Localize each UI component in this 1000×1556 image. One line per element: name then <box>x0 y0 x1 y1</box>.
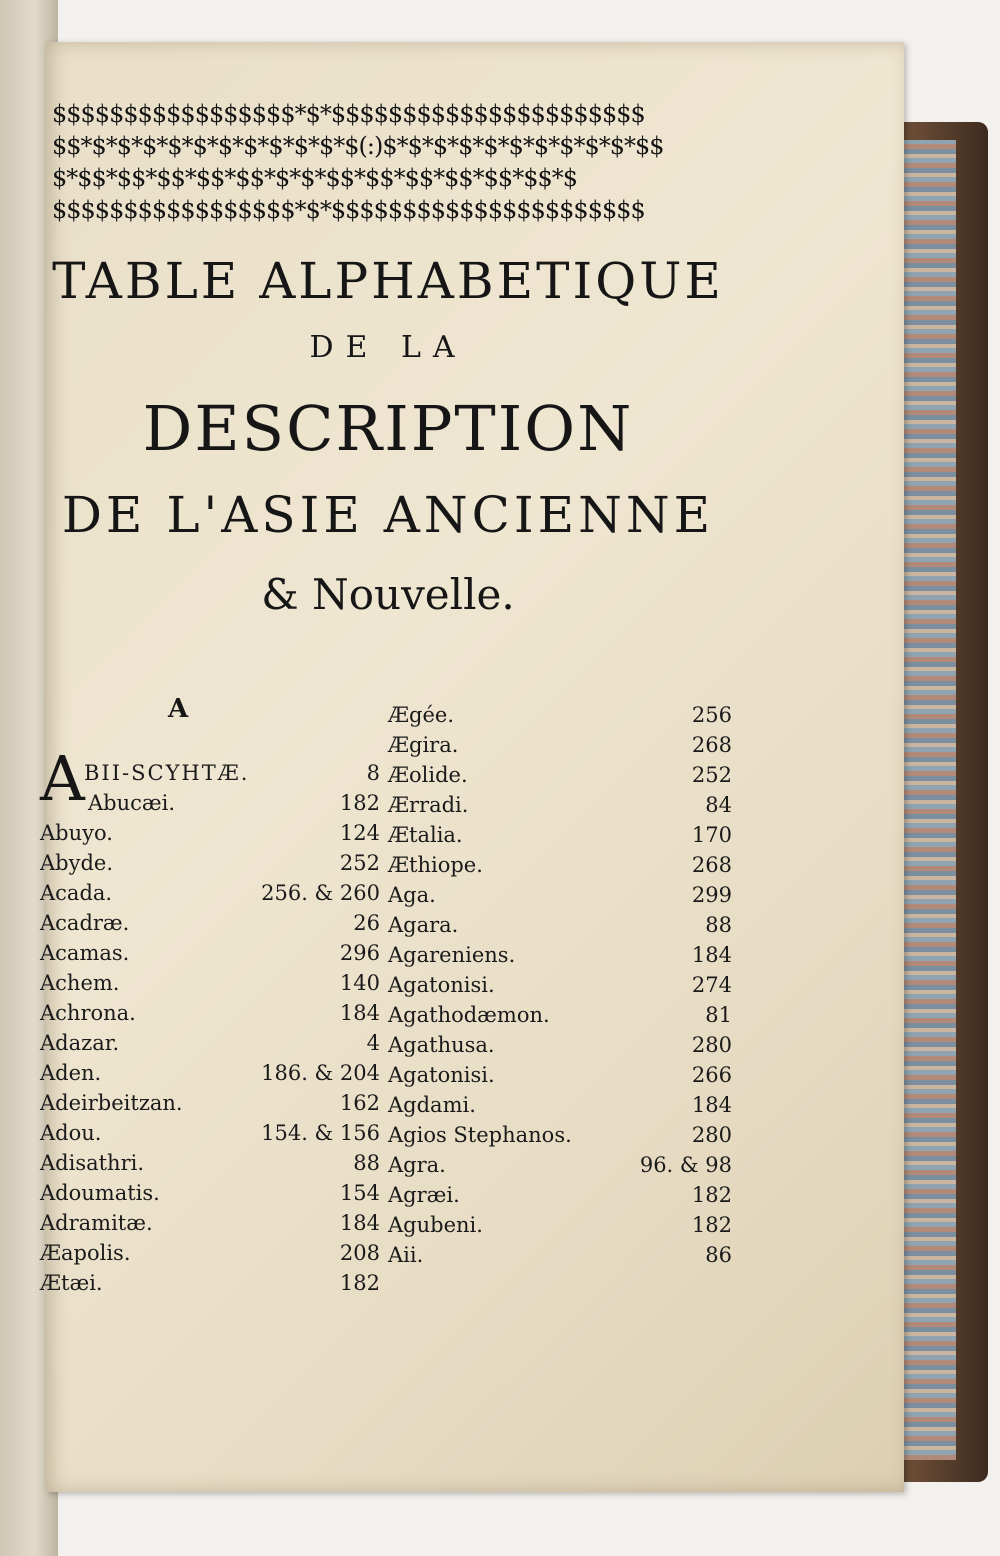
entry-name: Agios Stephanos. <box>388 1123 572 1147</box>
entry-page: 81 <box>705 1003 732 1027</box>
index-entry <box>40 1088 380 1118</box>
entry-name: Ætæi. <box>40 1271 103 1295</box>
entry-page: 88 <box>705 913 732 937</box>
drop-cap: A <box>40 742 85 815</box>
entry-name: Ærradi. <box>388 793 469 817</box>
entry-page: 182 <box>339 791 380 815</box>
entry-page: 184 <box>339 1211 380 1235</box>
index-entry <box>388 1000 732 1030</box>
index-entry <box>388 1240 732 1270</box>
entry-page: 88 <box>353 1151 380 1175</box>
entry-name: Acadræ. <box>40 911 130 935</box>
entry-page: 268 <box>691 853 732 877</box>
entry-name: Agathusa. <box>388 1033 495 1057</box>
index-entry <box>388 820 732 850</box>
entry-page: 266 <box>691 1063 732 1087</box>
entry-name: Adazar. <box>40 1031 120 1055</box>
title-line-3: DESCRIPTION <box>142 392 634 465</box>
entry-name: Agatonisi. <box>388 973 495 997</box>
index-entry <box>388 880 732 910</box>
index-column-left <box>40 758 380 1298</box>
entry-name: Agareniens. <box>388 943 516 967</box>
entry-name: Agdami. <box>388 1093 476 1117</box>
index-entry <box>40 848 380 878</box>
index-entry <box>40 758 380 788</box>
entry-page: 252 <box>339 851 380 875</box>
index-entry <box>40 1118 380 1148</box>
title-line-5: & Nouvelle. <box>261 570 515 619</box>
index-entry <box>388 1030 732 1060</box>
entry-name: Ægée. <box>388 703 454 727</box>
title-line-4: DE L'ASIE ANCIENNE <box>61 486 715 544</box>
entry-name: Achem. <box>40 971 120 995</box>
index-entry <box>388 1180 732 1210</box>
index-entry <box>388 790 732 820</box>
entry-page: 182 <box>691 1213 732 1237</box>
ornament-row: $$$$$$$$$$$$$$$$$*$*$$$$$$$$$$$$$$$$$$$$$$ <box>52 196 645 224</box>
entry-page: 162 <box>339 1091 380 1115</box>
index-entry <box>388 730 732 760</box>
entry-page: 252 <box>691 763 732 787</box>
entry-name: Agatonisi. <box>388 1063 495 1087</box>
index-entry <box>40 968 380 998</box>
entry-name: Abyde. <box>40 851 114 875</box>
entry-name: Adeirbeitzan. <box>40 1091 183 1115</box>
entry-name: BII-SCYHTÆ. <box>84 761 250 785</box>
entry-name: Aden. <box>40 1061 102 1085</box>
index-entry <box>40 1208 380 1238</box>
entry-page: 256. & 260 <box>261 881 380 905</box>
entry-name: Ægira. <box>388 733 459 757</box>
entry-page: 84 <box>705 793 732 817</box>
entry-name: Æthiope. <box>388 853 483 877</box>
entry-name: Agara. <box>388 913 459 937</box>
index-entry <box>388 850 732 880</box>
index-entry <box>388 1210 732 1240</box>
entry-page: 256 <box>691 703 732 727</box>
entry-name: Æolide. <box>388 763 468 787</box>
index-entry <box>40 1148 380 1178</box>
entry-page: 268 <box>691 733 732 757</box>
index-entry <box>388 940 732 970</box>
index-entry <box>40 1058 380 1088</box>
marbled-page-edges <box>900 140 956 1460</box>
entry-name: Agubeni. <box>388 1213 483 1237</box>
entry-page: 280 <box>691 1033 732 1057</box>
entry-page: 296 <box>339 941 380 965</box>
entry-page: 274 <box>691 973 732 997</box>
entry-page: 184 <box>691 1093 732 1117</box>
entry-name: Agra. <box>388 1153 446 1177</box>
index-entry <box>388 910 732 940</box>
entry-name: Acamas. <box>40 941 130 965</box>
entry-name: Abuyo. <box>40 821 113 845</box>
entry-page: 124 <box>339 821 380 845</box>
entry-page: 8 <box>366 761 380 785</box>
entry-name: Abucæi. <box>88 791 176 815</box>
index-entry <box>40 998 380 1028</box>
entry-name: Aga. <box>388 883 436 907</box>
index-entry <box>388 1120 732 1150</box>
title-line-2: DE LA <box>309 330 467 365</box>
entry-name: Acada. <box>40 881 113 905</box>
index-entry <box>40 908 380 938</box>
entry-name: Adou. <box>40 1121 102 1145</box>
entry-page: 184 <box>691 943 732 967</box>
entry-name: Aii. <box>388 1243 424 1267</box>
entry-page: 208 <box>339 1241 380 1265</box>
index-entry <box>388 1150 732 1180</box>
section-letter: A <box>168 694 189 724</box>
index-entry <box>40 1268 380 1298</box>
entry-page: 96. & 98 <box>639 1153 732 1177</box>
entry-page: 86 <box>705 1243 732 1267</box>
title-line-1: TABLE ALPHABETIQUE <box>52 252 724 310</box>
entry-name: Agathodæmon. <box>388 1003 550 1027</box>
entry-page: 186. & 204 <box>261 1061 380 1085</box>
index-entry <box>40 1028 380 1058</box>
entry-name: Adoumatis. <box>40 1181 160 1205</box>
ornament-row: $*$$*$$*$$*$$*$$*$*$*$$*$$*$$*$$*$$*$$*$ <box>52 164 578 192</box>
entry-page: 184 <box>339 1001 380 1025</box>
entry-name: Achrona. <box>40 1001 136 1025</box>
entry-page: 4 <box>366 1031 380 1055</box>
index-entry <box>388 700 732 730</box>
entry-page: 182 <box>339 1271 380 1295</box>
entry-name: Ætalia. <box>388 823 463 847</box>
index-entry <box>40 788 380 818</box>
index-entry <box>40 1238 380 1268</box>
entry-page: 182 <box>691 1183 732 1207</box>
ornament-row: $$$$$$$$$$$$$$$$$*$*$$$$$$$$$$$$$$$$$$$$$$ <box>52 100 645 128</box>
index-entry <box>40 878 380 908</box>
entry-page: 170 <box>691 823 732 847</box>
index-column-right <box>388 700 732 1270</box>
index-entry <box>388 970 732 1000</box>
index-entry <box>388 1060 732 1090</box>
entry-page: 154 <box>339 1181 380 1205</box>
entry-name: Adisathri. <box>40 1151 145 1175</box>
index-entry <box>388 760 732 790</box>
entry-page: 299 <box>691 883 732 907</box>
entry-name: Adramitæ. <box>40 1211 153 1235</box>
entry-page: 280 <box>691 1123 732 1147</box>
entry-page: 26 <box>353 911 380 935</box>
entry-name: Agræi. <box>388 1183 460 1207</box>
entry-page: 154. & 156 <box>261 1121 380 1145</box>
index-entry <box>40 938 380 968</box>
index-entry <box>40 818 380 848</box>
index-entry <box>40 1178 380 1208</box>
index-entry <box>388 1090 732 1120</box>
entry-name: Æapolis. <box>40 1241 131 1265</box>
entry-page: 140 <box>339 971 380 995</box>
ornament-row: $$*$*$*$*$*$*$*$*$*$*$*$(:)$*$*$*$*$*$*$*$*$*$*$$ <box>52 132 664 160</box>
printer-ornament-band <box>52 100 724 240</box>
